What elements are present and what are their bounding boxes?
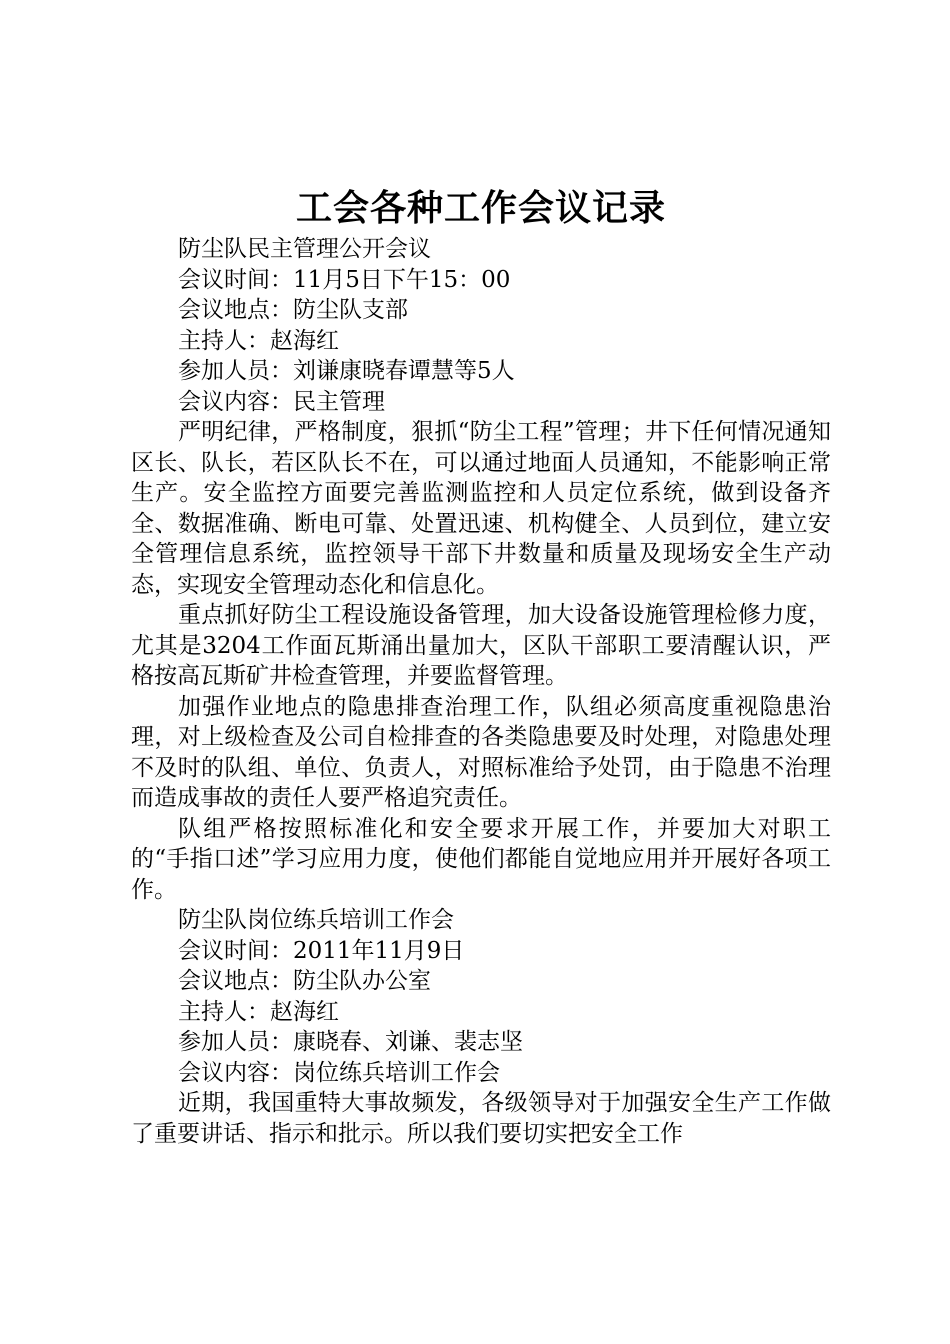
meeting-place: 会议地点：防尘队支部 [178, 297, 408, 323]
body-paragraph: 队组严格按照标准化和安全要求开展工作，并要加大对职工的“手指口述”学习应用力度，使他们都能自觉地应用并开展好各项工作。 [131, 815, 831, 903]
meeting-time: 会议时间：11月5日下午15：00 [178, 266, 511, 293]
body-paragraph: 加强作业地点的隐患排查治理工作，队组必须高度重视隐患治理，对上级检查及公司自检排查的各类隐患要及时处理，对隐患处理不及时的队组、单位、负责人，对照标准给予处罚，由于隐患不治理而造成事故的责任人要严格追究责任。 [131, 693, 831, 811]
meeting-name: 防尘队岗位练兵培训工作会 [178, 907, 454, 933]
meeting-content: 会议内容：民主管理 [178, 388, 385, 415]
meeting-1 [131, 234, 831, 905]
meeting-place: 会议地点：防尘队办公室 [178, 968, 431, 994]
meeting-name: 防尘队民主管理公开会议 [178, 236, 431, 262]
document-title: 工会各种工作会议记录 [295, 187, 666, 229]
body-paragraph: 近期，我国重特大事故频发，各级领导对于加强安全生产工作做了重要讲话、指示和批示。所以我们要切实把安全工作 [131, 1090, 831, 1147]
meeting-attendees: 参加人员：刘谦康晓春谭慧等5人 [178, 358, 515, 384]
body-paragraph: 重点抓好防尘工程设施设备管理，加大设备设施管理检修力度，尤其是3204工作面瓦斯涌出量加大，区队干部职工要清醒认识，严格按高瓦斯矿井检查管理，并要监督管理。 [131, 602, 831, 689]
meeting-host: 主持人：赵海红 [178, 327, 339, 354]
meeting-2 [131, 905, 831, 1149]
meeting-time: 会议时间：2011年11月9日 [178, 937, 465, 964]
body-paragraph: 严明纪律，严格制度，狠抓“防尘工程”管理；井下任何情况通知区长、队长，若区队长不在，可以通过地面人员通知，不能影响正常生产。安全监控方面要完善监测监控和人员定位系统，做到设备齐全、数据准确、断电可靠、处置迅速、机构健全、人员到位，建立安全管理信息系统，监控领导干部下井数量和质量及现场安全生产动态，实现安全管理动态化和信息化。 [131, 419, 831, 598]
meeting-host: 主持人：赵海红 [178, 998, 339, 1025]
document-page [131, 186, 831, 1149]
meeting-content: 会议内容：岗位练兵培训工作会 [178, 1059, 500, 1086]
meeting-attendees: 参加人员：康晓春、刘谦、裴志坚 [178, 1029, 523, 1055]
